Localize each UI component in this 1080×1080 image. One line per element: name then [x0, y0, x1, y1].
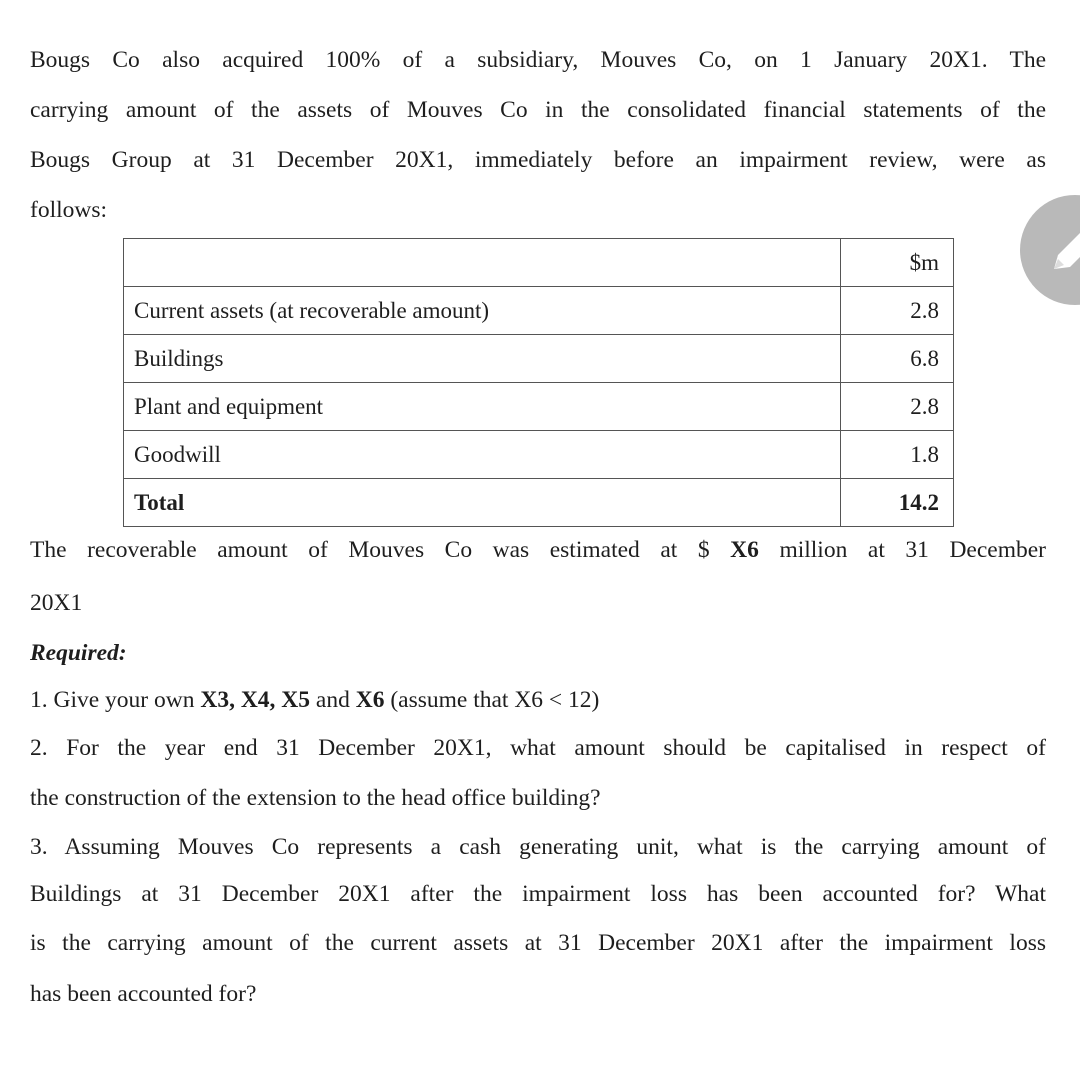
question-3-line-3: is the carrying amount of the current assets at 31 December 20X1 after the impairment loss	[30, 930, 1046, 956]
row-label: Current assets (at recoverable amount)	[124, 287, 841, 335]
table-header-row	[124, 239, 954, 287]
table-row	[124, 287, 954, 335]
unit-header: $m	[841, 239, 954, 287]
total-label: Total	[124, 479, 841, 527]
table-header-label	[124, 239, 841, 287]
table-row	[124, 431, 954, 479]
table-row	[124, 383, 954, 431]
intro-line-1: Bougs Co also acquired 100% of a subsidiary, Mouves Co, on 1 January 20X1. The	[30, 47, 1046, 73]
recoverable-line-1: The recoverable amount of Mouves Co was estimated at $ X6 million at 31 December	[30, 537, 1046, 563]
question-2-line-1: 2. For the year end 31 December 20X1, what amount should be capitalised in respect of	[30, 735, 1046, 761]
question-1: 1. Give your own X3, X4, X5 and X6 (assume that X6 < 12)	[30, 687, 600, 713]
recoverable-line-2: 20X1	[30, 590, 83, 616]
intro-line-2: carrying amount of the assets of Mouves Co in the consolidated financial statements of the	[30, 97, 1046, 123]
intro-line-3: Bougs Group at 31 December 20X1, immediately before an impairment review, were as	[30, 147, 1046, 173]
question-3-line-1: 3. Assuming Mouves Co represents a cash generating unit, what is the carrying amount of	[30, 834, 1046, 860]
row-label: Plant and equipment	[124, 383, 841, 431]
edit-fab-button[interactable]	[1020, 195, 1080, 305]
total-value: 14.2	[841, 479, 954, 527]
assets-table	[123, 238, 954, 527]
row-value: 2.8	[841, 287, 954, 335]
row-value: 1.8	[841, 431, 954, 479]
question-3-line-2: Buildings at 31 December 20X1 after the impairment loss has been accounted for? What	[30, 881, 1046, 907]
question-3-line-4: has been accounted for?	[30, 981, 257, 1007]
row-value: 6.8	[841, 335, 954, 383]
row-label: Buildings	[124, 335, 841, 383]
row-value: 2.8	[841, 383, 954, 431]
required-heading: Required:	[30, 640, 127, 666]
table-total-row	[124, 479, 954, 527]
table-row	[124, 335, 954, 383]
question-2-line-2: the construction of the extension to the head office building?	[30, 785, 601, 811]
row-label: Goodwill	[124, 431, 841, 479]
pencil-icon	[1042, 213, 1080, 283]
intro-line-4: follows:	[30, 197, 108, 223]
